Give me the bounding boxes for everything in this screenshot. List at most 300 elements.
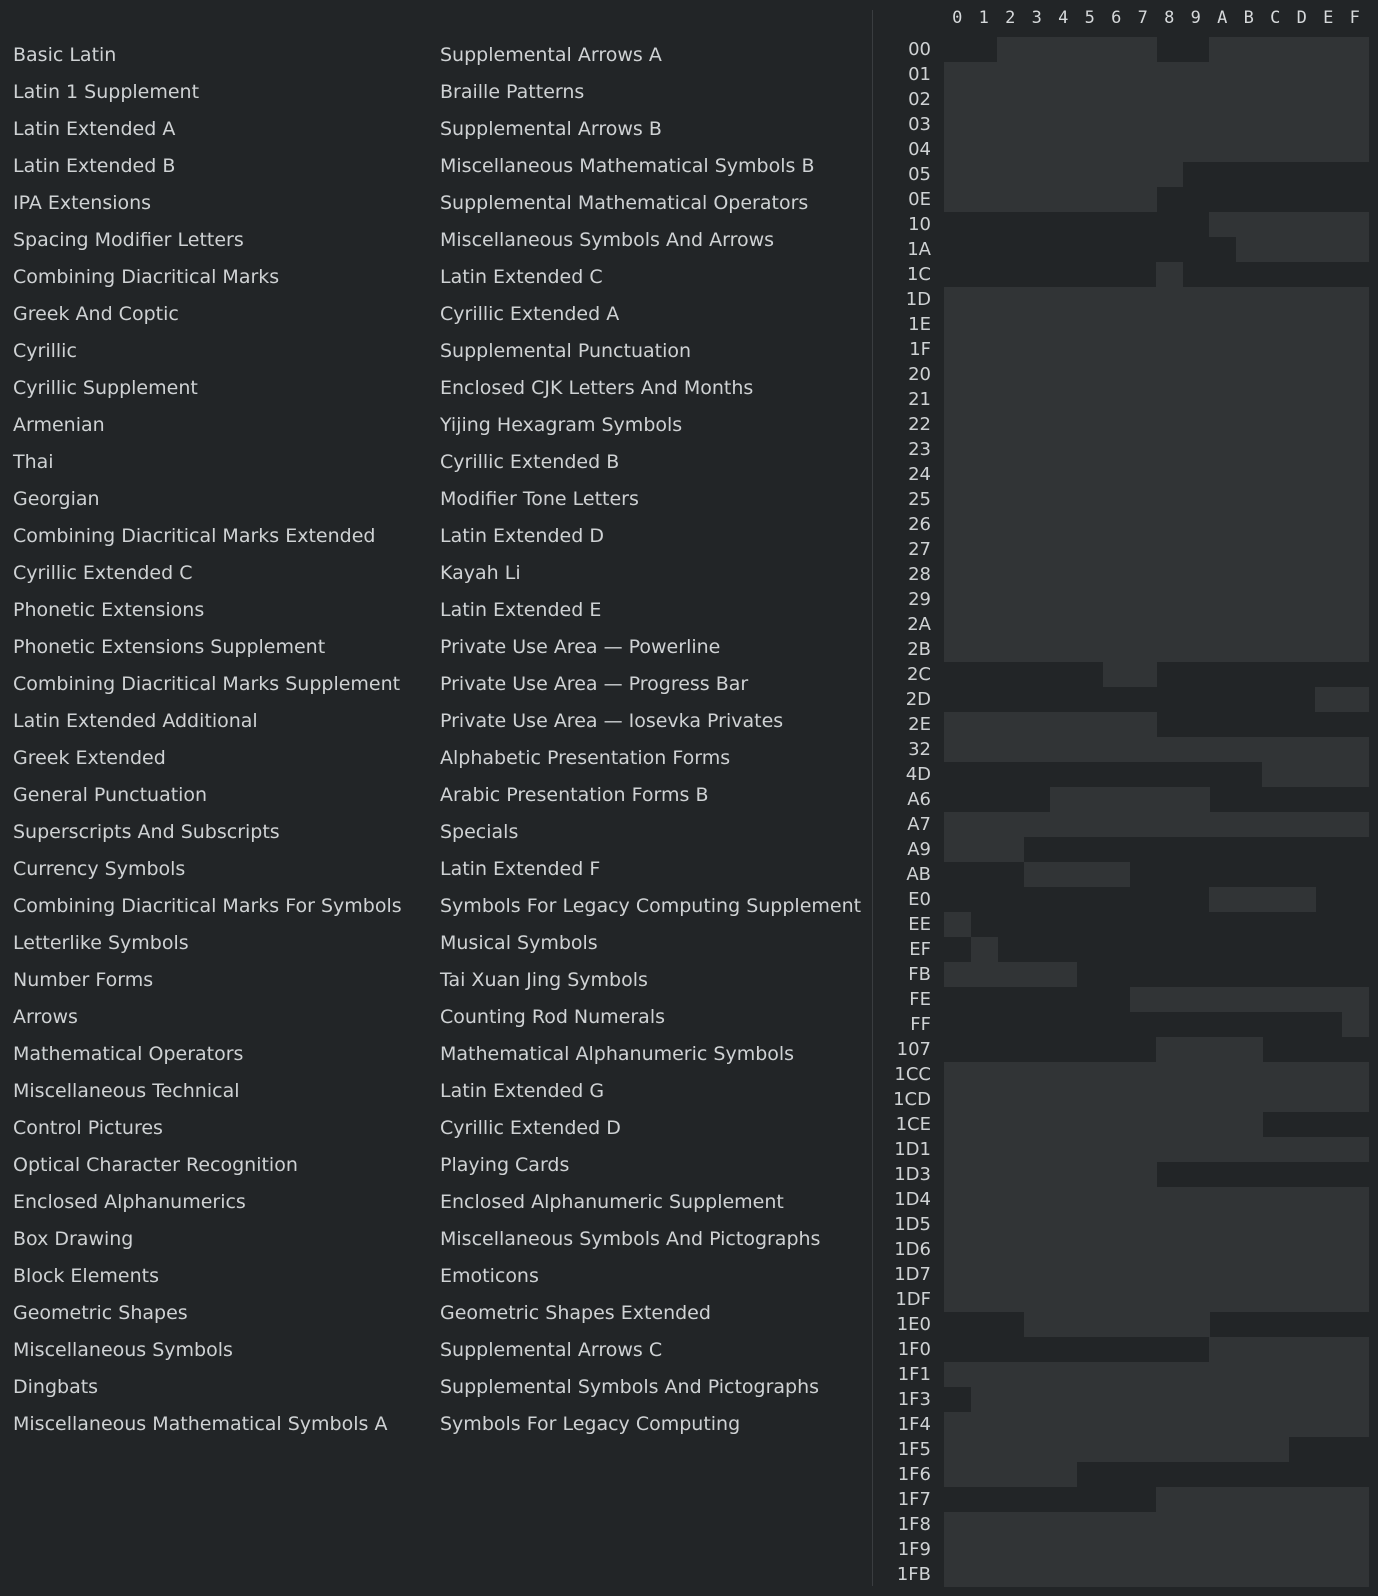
block-name-item[interactable]: Miscellaneous Technical bbox=[13, 1080, 240, 1102]
coverage-cell bbox=[1156, 1237, 1183, 1262]
coverage-cell bbox=[997, 737, 1024, 762]
coverage-cell bbox=[997, 612, 1024, 637]
coverage-cell bbox=[971, 1362, 998, 1387]
block-name-item[interactable]: Arrows bbox=[13, 1006, 78, 1028]
block-name-item[interactable]: Combining Diacritical Marks Extended bbox=[13, 525, 376, 547]
coverage-cell bbox=[1050, 712, 1077, 737]
coverage-cell bbox=[1262, 812, 1289, 837]
coverage-cell bbox=[1130, 1437, 1157, 1462]
block-name-item[interactable]: Enclosed CJK Letters And Months bbox=[440, 377, 754, 399]
coverage-cell bbox=[944, 287, 971, 312]
coverage-cell bbox=[971, 637, 998, 662]
coverage-row-label: 2B bbox=[907, 639, 931, 660]
coverage-cell bbox=[1262, 562, 1289, 587]
block-name-item[interactable]: Optical Character Recognition bbox=[13, 1154, 298, 1176]
coverage-cell bbox=[997, 412, 1024, 437]
coverage-cell bbox=[1077, 87, 1104, 112]
block-name-item[interactable]: Supplemental Punctuation bbox=[440, 340, 692, 362]
block-name-item[interactable]: Miscellaneous Symbols And Arrows bbox=[440, 229, 775, 251]
coverage-cell bbox=[971, 137, 998, 162]
coverage-cell bbox=[944, 137, 971, 162]
block-name-item[interactable]: Supplemental Arrows B bbox=[440, 118, 662, 140]
coverage-cell bbox=[1050, 312, 1077, 337]
coverage-cell bbox=[1342, 312, 1369, 337]
coverage-cell bbox=[1103, 862, 1130, 887]
block-name-item[interactable]: Letterlike Symbols bbox=[13, 932, 189, 954]
block-name-item[interactable]: Basic Latin bbox=[13, 44, 117, 66]
coverage-cell bbox=[1050, 137, 1077, 162]
block-name-item[interactable]: Symbols For Legacy Computing Supplement bbox=[440, 895, 862, 917]
block-name-item[interactable]: Cyrillic bbox=[13, 340, 77, 362]
block-name-item[interactable]: Miscellaneous Mathematical Symbols A bbox=[13, 1413, 388, 1435]
coverage-row-label: 27 bbox=[908, 539, 931, 560]
coverage-cell bbox=[1236, 587, 1263, 612]
coverage-cell bbox=[1342, 1062, 1369, 1087]
coverage-cell bbox=[1289, 512, 1316, 537]
block-name-item[interactable]: Cyrillic Extended C bbox=[13, 562, 193, 584]
coverage-cell bbox=[1236, 1237, 1263, 1262]
coverage-cell bbox=[1050, 37, 1077, 62]
coverage-cell bbox=[1156, 1312, 1183, 1337]
block-name-item[interactable]: Block Elements bbox=[13, 1265, 159, 1287]
coverage-cell bbox=[1024, 1537, 1051, 1562]
block-name-item[interactable]: Musical Symbols bbox=[440, 932, 598, 954]
coverage-cell bbox=[1103, 562, 1130, 587]
block-name-item[interactable]: Braille Patterns bbox=[440, 81, 585, 103]
block-name-item[interactable]: Yijing Hexagram Symbols bbox=[440, 414, 683, 436]
coverage-cell bbox=[1289, 1287, 1316, 1312]
coverage-cell bbox=[1209, 312, 1236, 337]
block-name-item[interactable]: Supplemental Arrows C bbox=[440, 1339, 663, 1361]
coverage-cell bbox=[997, 87, 1024, 112]
block-name-item[interactable]: Combining Diacritical Marks For Symbols bbox=[13, 895, 402, 917]
block-name-item[interactable]: Emoticons bbox=[440, 1265, 539, 1287]
block-name-item[interactable]: Geometric Shapes Extended bbox=[440, 1302, 711, 1324]
block-name-item[interactable]: Spacing Modifier Letters bbox=[13, 229, 244, 251]
coverage-row-label: EE bbox=[908, 914, 931, 935]
coverage-cell bbox=[1342, 637, 1369, 662]
block-name-item[interactable]: Specials bbox=[440, 821, 519, 843]
block-name-item[interactable]: Symbols For Legacy Computing bbox=[440, 1413, 741, 1435]
coverage-cell bbox=[971, 1237, 998, 1262]
block-name-item[interactable]: Private Use Area — Iosevka Privates bbox=[440, 710, 784, 732]
coverage-cell bbox=[1209, 587, 1236, 612]
coverage-cell bbox=[1342, 37, 1369, 62]
coverage-row-label: FF bbox=[910, 1014, 931, 1035]
coverage-cell bbox=[1342, 1512, 1369, 1537]
hex-column-label: 6 bbox=[1111, 8, 1122, 28]
coverage-cell bbox=[1342, 1187, 1369, 1212]
coverage-cell bbox=[997, 1237, 1024, 1262]
coverage-cell bbox=[1183, 1437, 1210, 1462]
coverage-cell bbox=[1130, 787, 1157, 812]
coverage-cell bbox=[1289, 1062, 1316, 1087]
coverage-cell bbox=[1209, 362, 1236, 387]
coverage-cell bbox=[1262, 387, 1289, 412]
coverage-cell bbox=[1156, 587, 1183, 612]
coverage-cell bbox=[1050, 337, 1077, 362]
coverage-cell bbox=[1183, 1062, 1210, 1087]
coverage-cell bbox=[1050, 1412, 1077, 1437]
coverage-cell bbox=[1183, 1412, 1210, 1437]
coverage-cell bbox=[1236, 1187, 1263, 1212]
coverage-cell bbox=[1156, 1062, 1183, 1087]
coverage-cell bbox=[944, 1512, 971, 1537]
coverage-cell bbox=[1103, 462, 1130, 487]
block-name-item[interactable]: Latin Extended Additional bbox=[13, 710, 258, 732]
coverage-cell bbox=[1103, 112, 1130, 137]
coverage-cell bbox=[1103, 537, 1130, 562]
block-name-item[interactable]: Miscellaneous Symbols bbox=[13, 1339, 233, 1361]
coverage-cell bbox=[971, 1187, 998, 1212]
hex-column-label: 1 bbox=[978, 8, 989, 28]
coverage-cell bbox=[1342, 587, 1369, 612]
coverage-cell bbox=[1024, 312, 1051, 337]
coverage-row-label: AB bbox=[906, 864, 931, 885]
coverage-cell bbox=[1103, 162, 1130, 187]
coverage-cell bbox=[1236, 987, 1263, 1012]
coverage-cell bbox=[944, 587, 971, 612]
block-name-item[interactable]: Box Drawing bbox=[13, 1228, 134, 1250]
coverage-cell bbox=[1209, 337, 1236, 362]
coverage-cell bbox=[1262, 1137, 1289, 1162]
coverage-cell bbox=[1024, 1087, 1051, 1112]
block-name-item[interactable]: Latin Extended B bbox=[13, 155, 176, 177]
coverage-cell bbox=[1209, 987, 1236, 1012]
coverage-cell bbox=[1342, 362, 1369, 387]
coverage-cell bbox=[1156, 1212, 1183, 1237]
coverage-cell bbox=[1183, 462, 1210, 487]
coverage-cell bbox=[1050, 862, 1077, 887]
block-name-item[interactable]: Mathematical Alphanumeric Symbols bbox=[440, 1043, 795, 1065]
coverage-cell bbox=[1262, 1187, 1289, 1212]
coverage-row-label: A6 bbox=[907, 789, 931, 810]
block-name-item[interactable]: Greek Extended bbox=[13, 747, 166, 769]
coverage-cell bbox=[1236, 512, 1263, 537]
block-name-item[interactable]: Cyrillic Extended B bbox=[440, 451, 620, 473]
block-name-item[interactable]: Phonetic Extensions bbox=[13, 599, 205, 621]
coverage-row-label: 00 bbox=[908, 39, 931, 60]
coverage-cell bbox=[971, 1462, 998, 1487]
block-name-item[interactable]: Georgian bbox=[13, 488, 100, 510]
block-name-item[interactable]: Miscellaneous Symbols And Pictographs bbox=[440, 1228, 821, 1250]
coverage-cell bbox=[1156, 1137, 1183, 1162]
coverage-cell bbox=[1183, 1512, 1210, 1537]
block-name-item[interactable]: Combining Diacritical Marks bbox=[13, 266, 280, 288]
coverage-cell bbox=[1183, 1212, 1210, 1237]
coverage-cell bbox=[1050, 162, 1077, 187]
coverage-cell bbox=[1130, 312, 1157, 337]
coverage-row-label: 03 bbox=[908, 114, 931, 135]
coverage-row-label: 1CC bbox=[894, 1064, 931, 1085]
coverage-cell bbox=[1342, 537, 1369, 562]
coverage-row-label: A9 bbox=[907, 839, 931, 860]
coverage-cell bbox=[1050, 87, 1077, 112]
coverage-cell bbox=[1077, 1387, 1104, 1412]
coverage-cell bbox=[1077, 37, 1104, 62]
block-name-item[interactable]: Miscellaneous Mathematical Symbols B bbox=[440, 155, 815, 177]
coverage-cell bbox=[971, 62, 998, 87]
coverage-row-label: 1D1 bbox=[894, 1139, 931, 1160]
coverage-cell bbox=[1236, 637, 1263, 662]
coverage-cell bbox=[1103, 1137, 1130, 1162]
coverage-cell bbox=[971, 1087, 998, 1112]
coverage-cell bbox=[1315, 1087, 1342, 1112]
coverage-cell bbox=[1156, 1562, 1183, 1587]
coverage-cell bbox=[1156, 387, 1183, 412]
block-name-item[interactable]: Latin Extended D bbox=[440, 525, 604, 547]
coverage-row-label: 29 bbox=[908, 589, 931, 610]
coverage-cell bbox=[1024, 362, 1051, 387]
coverage-cell bbox=[1024, 1462, 1051, 1487]
block-name-item[interactable]: Latin 1 Supplement bbox=[13, 81, 200, 103]
coverage-cell bbox=[1236, 87, 1263, 112]
coverage-cell bbox=[1024, 1362, 1051, 1387]
coverage-cell bbox=[1024, 62, 1051, 87]
block-name-item[interactable]: Currency Symbols bbox=[13, 858, 186, 880]
coverage-cell bbox=[1315, 687, 1342, 712]
block-name-item[interactable]: Enclosed Alphanumerics bbox=[13, 1191, 246, 1213]
coverage-cell bbox=[944, 737, 971, 762]
coverage-cell bbox=[1183, 1287, 1210, 1312]
block-name-item[interactable]: Latin Extended G bbox=[440, 1080, 605, 1102]
coverage-cell bbox=[1183, 1387, 1210, 1412]
coverage-cell bbox=[1183, 1137, 1210, 1162]
block-name-item[interactable]: General Punctuation bbox=[13, 784, 208, 806]
coverage-cell bbox=[1130, 1137, 1157, 1162]
coverage-cell bbox=[1262, 37, 1289, 62]
coverage-cell bbox=[944, 912, 971, 937]
coverage-cell bbox=[1236, 437, 1263, 462]
block-name-item[interactable]: Cyrillic Extended D bbox=[440, 1117, 621, 1139]
coverage-cell bbox=[1209, 487, 1236, 512]
coverage-cell bbox=[1183, 812, 1210, 837]
coverage-cell bbox=[971, 1387, 998, 1412]
block-name-item[interactable]: Private Use Area — Powerline bbox=[440, 636, 721, 658]
coverage-cell bbox=[1209, 1187, 1236, 1212]
coverage-cell bbox=[1209, 1037, 1236, 1062]
coverage-cell bbox=[1103, 1287, 1130, 1312]
coverage-cell bbox=[1077, 1287, 1104, 1312]
coverage-row-label: 1F7 bbox=[897, 1489, 931, 1510]
block-name-item[interactable]: Tai Xuan Jing Symbols bbox=[440, 969, 648, 991]
coverage-cell bbox=[1077, 287, 1104, 312]
block-name-item[interactable]: Latin Extended E bbox=[440, 599, 602, 621]
coverage-cell bbox=[1024, 1187, 1051, 1212]
block-name-item[interactable]: Counting Rod Numerals bbox=[440, 1006, 666, 1028]
coverage-cell bbox=[944, 337, 971, 362]
coverage-cell bbox=[1024, 1312, 1051, 1337]
block-name-item[interactable]: Latin Extended A bbox=[13, 118, 176, 140]
coverage-cell bbox=[1156, 787, 1183, 812]
coverage-cell bbox=[1077, 437, 1104, 462]
coverage-cell bbox=[1236, 212, 1263, 237]
coverage-cell bbox=[971, 1137, 998, 1162]
coverage-cell bbox=[1342, 987, 1369, 1012]
coverage-cell bbox=[1050, 112, 1077, 137]
block-name-item[interactable]: Armenian bbox=[13, 414, 105, 436]
coverage-cell bbox=[1289, 612, 1316, 637]
coverage-cell bbox=[1342, 1287, 1369, 1312]
coverage-cell bbox=[971, 1562, 998, 1587]
block-name-item[interactable]: Dingbats bbox=[13, 1376, 99, 1398]
coverage-cell bbox=[1209, 1087, 1236, 1112]
coverage-cell bbox=[1236, 737, 1263, 762]
block-name-item[interactable]: Supplemental Symbols And Pictographs bbox=[440, 1376, 820, 1398]
hex-column-label: F bbox=[1349, 8, 1360, 28]
coverage-row-label: 1FB bbox=[896, 1564, 931, 1585]
coverage-cell bbox=[1077, 1212, 1104, 1237]
block-name-item[interactable]: Cyrillic Supplement bbox=[13, 377, 198, 399]
coverage-cell bbox=[1342, 1212, 1369, 1237]
block-name-item[interactable]: Enclosed Alphanumeric Supplement bbox=[440, 1191, 784, 1213]
coverage-cell bbox=[1130, 1562, 1157, 1587]
coverage-cell bbox=[1209, 437, 1236, 462]
block-name-item[interactable]: Playing Cards bbox=[440, 1154, 570, 1176]
coverage-cell bbox=[1315, 812, 1342, 837]
block-name-item[interactable]: Number Forms bbox=[13, 969, 154, 991]
block-name-item[interactable]: Greek And Coptic bbox=[13, 303, 179, 325]
coverage-cell bbox=[1024, 1062, 1051, 1087]
coverage-cell bbox=[971, 962, 998, 987]
block-name-item[interactable]: Cyrillic Extended A bbox=[440, 303, 620, 325]
coverage-cell bbox=[1236, 1337, 1263, 1362]
coverage-cell bbox=[1236, 1137, 1263, 1162]
coverage-cell bbox=[1289, 587, 1316, 612]
block-name-item[interactable]: Control Pictures bbox=[13, 1117, 163, 1139]
block-name-item[interactable]: Alphabetic Presentation Forms bbox=[440, 747, 731, 769]
coverage-cell bbox=[1103, 1562, 1130, 1587]
coverage-cell bbox=[1183, 1112, 1210, 1137]
coverage-cell bbox=[1024, 337, 1051, 362]
block-name-item[interactable]: Arabic Presentation Forms B bbox=[440, 784, 709, 806]
coverage-cell bbox=[1103, 1512, 1130, 1537]
coverage-cell bbox=[971, 312, 998, 337]
coverage-row-label: FE bbox=[909, 989, 931, 1010]
block-name-item[interactable]: Geometric Shapes bbox=[13, 1302, 188, 1324]
coverage-cell bbox=[1209, 62, 1236, 87]
block-name-item[interactable]: Modifier Tone Letters bbox=[440, 488, 639, 510]
coverage-cell bbox=[1209, 1287, 1236, 1312]
coverage-cell bbox=[1024, 37, 1051, 62]
coverage-cell bbox=[1156, 737, 1183, 762]
block-name-item[interactable]: Thai bbox=[13, 451, 54, 473]
coverage-cell bbox=[1289, 1562, 1316, 1587]
coverage-cell bbox=[1077, 1437, 1104, 1462]
coverage-cell bbox=[1289, 537, 1316, 562]
coverage-cell bbox=[1262, 87, 1289, 112]
coverage-cell bbox=[1156, 1187, 1183, 1212]
coverage-cell bbox=[971, 937, 998, 962]
coverage-cell bbox=[944, 462, 971, 487]
coverage-cell bbox=[1342, 337, 1369, 362]
coverage-cell bbox=[1342, 762, 1369, 787]
coverage-cell bbox=[1183, 1087, 1210, 1112]
coverage-cell bbox=[1289, 1237, 1316, 1262]
coverage-cell bbox=[1130, 1062, 1157, 1087]
block-name-item[interactable]: Kayah Li bbox=[440, 562, 521, 584]
coverage-cell bbox=[1077, 562, 1104, 587]
coverage-cell bbox=[1077, 637, 1104, 662]
coverage-row-label: 2C bbox=[906, 664, 931, 685]
coverage-cell bbox=[944, 1562, 971, 1587]
block-name-item[interactable]: IPA Extensions bbox=[13, 192, 152, 214]
block-name-item[interactable]: Phonetic Extensions Supplement bbox=[13, 636, 326, 658]
coverage-cell bbox=[971, 512, 998, 537]
coverage-cell bbox=[1183, 1037, 1210, 1062]
coverage-cell bbox=[944, 1112, 971, 1137]
coverage-cell bbox=[1130, 162, 1157, 187]
hex-column-label: 4 bbox=[1058, 8, 1069, 28]
coverage-cell bbox=[1315, 287, 1342, 312]
coverage-cell bbox=[997, 512, 1024, 537]
block-name-item[interactable]: Superscripts And Subscripts bbox=[13, 821, 280, 843]
coverage-cell bbox=[971, 1112, 998, 1137]
coverage-cell bbox=[1262, 137, 1289, 162]
coverage-row-label: 25 bbox=[908, 489, 931, 510]
coverage-cell bbox=[1289, 62, 1316, 87]
coverage-cell bbox=[1024, 437, 1051, 462]
coverage-cell bbox=[1262, 112, 1289, 137]
coverage-cell bbox=[1130, 1362, 1157, 1387]
coverage-cell bbox=[1050, 1387, 1077, 1412]
coverage-cell bbox=[1183, 337, 1210, 362]
coverage-cell bbox=[1077, 812, 1104, 837]
coverage-cell bbox=[1183, 1312, 1210, 1337]
coverage-cell bbox=[1209, 1062, 1236, 1087]
coverage-cell bbox=[971, 462, 998, 487]
coverage-cell bbox=[1262, 1437, 1289, 1462]
coverage-cell bbox=[1289, 762, 1316, 787]
coverage-cell bbox=[1024, 1412, 1051, 1437]
block-name-item[interactable]: Mathematical Operators bbox=[13, 1043, 244, 1065]
coverage-cell bbox=[1156, 437, 1183, 462]
coverage-cell bbox=[1103, 1162, 1130, 1187]
coverage-cell bbox=[1209, 1512, 1236, 1537]
coverage-cell bbox=[1050, 1437, 1077, 1462]
block-name-item[interactable]: Latin Extended C bbox=[440, 266, 603, 288]
coverage-cell bbox=[1050, 1287, 1077, 1312]
coverage-cell bbox=[944, 812, 971, 837]
coverage-cell bbox=[1289, 1262, 1316, 1287]
coverage-cell bbox=[1077, 1087, 1104, 1112]
coverage-cell bbox=[1103, 487, 1130, 512]
coverage-cell bbox=[944, 1162, 971, 1187]
coverage-cell bbox=[1236, 812, 1263, 837]
coverage-cell bbox=[1289, 887, 1316, 912]
coverage-cell bbox=[997, 437, 1024, 462]
coverage-row-label: 1CD bbox=[893, 1089, 931, 1110]
coverage-cell bbox=[1024, 737, 1051, 762]
coverage-cell bbox=[1130, 1312, 1157, 1337]
coverage-cell bbox=[1024, 1512, 1051, 1537]
coverage-cell bbox=[1183, 1262, 1210, 1287]
coverage-cell bbox=[1130, 337, 1157, 362]
block-name-item[interactable]: Latin Extended F bbox=[440, 858, 601, 880]
coverage-cell bbox=[1183, 362, 1210, 387]
coverage-cell bbox=[1103, 37, 1130, 62]
coverage-cell bbox=[1236, 1037, 1263, 1062]
coverage-cell bbox=[1156, 612, 1183, 637]
block-name-item[interactable]: Private Use Area — Progress Bar bbox=[440, 673, 749, 695]
block-name-item[interactable]: Supplemental Mathematical Operators bbox=[440, 192, 809, 214]
block-name-item[interactable]: Supplemental Arrows A bbox=[440, 44, 662, 66]
block-name-item[interactable]: Combining Diacritical Marks Supplement bbox=[13, 673, 401, 695]
coverage-cell bbox=[1209, 37, 1236, 62]
coverage-cell bbox=[1050, 287, 1077, 312]
coverage-cell bbox=[971, 1512, 998, 1537]
coverage-cell bbox=[1236, 1487, 1263, 1512]
